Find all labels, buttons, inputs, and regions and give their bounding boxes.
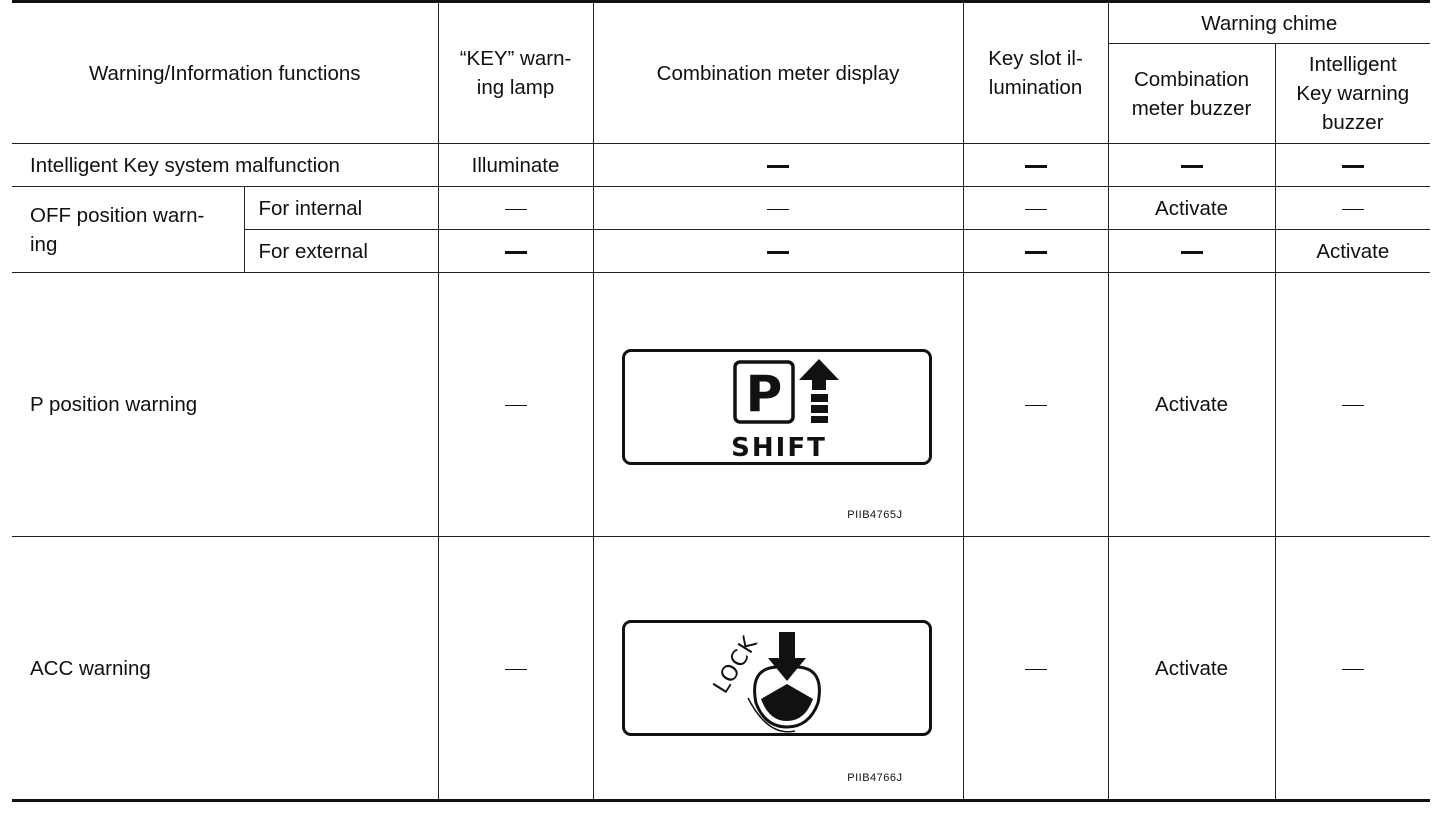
dash — [963, 273, 1108, 537]
figure-p-letter: P — [745, 364, 782, 423]
warning-functions-table — [12, 0, 1430, 802]
dash — [438, 273, 593, 537]
dash — [1275, 537, 1430, 801]
row-label-malfunction: Intelligent Key system malfunction — [12, 144, 438, 187]
meter-display-frame — [622, 620, 932, 736]
meter-display-frame — [622, 349, 932, 465]
row-label-off-position: OFF position warn- ing — [12, 187, 244, 273]
dash — [1108, 230, 1275, 273]
off-external-ikey-buzzer: Activate — [1275, 230, 1430, 273]
dash — [438, 537, 593, 801]
dash — [963, 144, 1108, 187]
dash — [438, 187, 593, 230]
table-row — [12, 273, 1430, 537]
figure-code: PIIB4765J — [847, 508, 903, 521]
dash — [963, 187, 1108, 230]
figure-lock-text: LOCK — [708, 631, 763, 699]
malfunction-key-lamp: Illuminate — [438, 144, 593, 187]
dash — [593, 230, 963, 273]
table-row — [12, 187, 1430, 230]
p-position-figure-cell — [593, 273, 963, 537]
dash — [1108, 144, 1275, 187]
figure-code: PIIB4766J — [847, 772, 903, 784]
dash — [963, 537, 1108, 801]
header-key-warning-lamp: “KEY” warn- ing lamp — [438, 2, 593, 144]
acc-meter-buzzer: Activate — [1108, 537, 1275, 801]
header-meter-display: Combination meter display — [593, 2, 963, 144]
table-row — [12, 537, 1430, 801]
dash — [1275, 144, 1430, 187]
dash — [1275, 273, 1430, 537]
table-row — [12, 144, 1430, 187]
dash — [963, 230, 1108, 273]
p-position-meter-buzzer: Activate — [1108, 273, 1275, 537]
dash — [1275, 187, 1430, 230]
row-label-acc: ACC warning — [12, 537, 438, 801]
warning-functions-table-wrap — [12, 0, 1430, 802]
off-external-label: For external — [244, 230, 438, 273]
off-internal-label: For internal — [244, 187, 438, 230]
shift-to-park-arrow-icon — [625, 352, 929, 462]
header-ikey-buzzer: Intelligent Key warning buzzer — [1275, 44, 1430, 144]
off-internal-meter-buzzer: Activate — [1108, 187, 1275, 230]
figure-shift-text: SHIFT — [730, 432, 827, 462]
header-key-slot: Key slot il- lumination — [963, 2, 1108, 144]
acc-figure-cell — [593, 537, 963, 801]
header-meter-buzzer: Combination meter buzzer — [1108, 44, 1275, 144]
dash — [438, 230, 593, 273]
dash — [593, 144, 963, 187]
row-label-p-position: P position warning — [12, 273, 438, 537]
header-warning-chime: Warning chime — [1108, 2, 1430, 44]
header-functions: Warning/Information functions — [12, 2, 438, 144]
push-to-lock-ignition-icon — [625, 623, 929, 733]
dash — [593, 187, 963, 230]
